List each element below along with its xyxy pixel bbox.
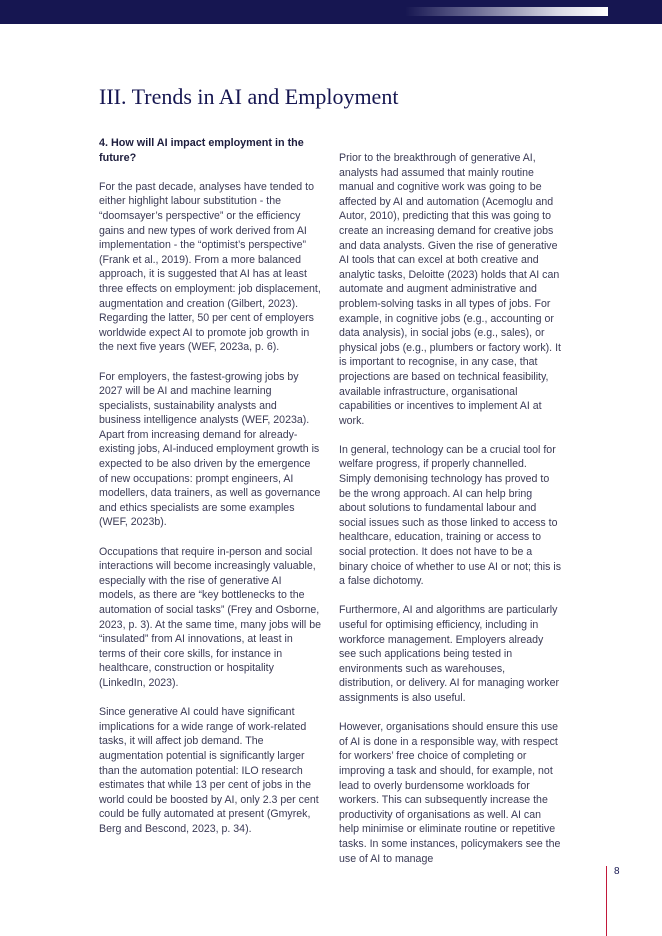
- page-number: 8: [614, 866, 620, 877]
- section-subheading: 4. How will AI impact employment in the future?: [99, 137, 304, 164]
- paragraph: For the past decade, analyses have tended to either highlight labour substitution - the “doomsayer’s perspective” or the efficiency gains and new types of work derived from AI implementation - the “optimist’s perspective” (Frank et al., 2019). From a more balanced approach, it is suggested that AI has at least three effects on employment: job displacement, augmentation and creation (Gilbert, 2023). Regarding the latter, 50 per cent of employers worldwide expect AI to promote job growth in the next five years (WEF, 2023a, p. 6).: [99, 180, 321, 354]
- left-column: [99, 136, 321, 851]
- footer-divider: [606, 866, 607, 936]
- paragraph: Since generative AI could have significant implications for a wide range of work-related tasks, it will affect job demand. The augmentation potential is significantly larger than the automation potential: ILO research estimates that while 13 per cent of jobs in the world could be boosted by AI, only 2.3 per cent could be fully automated at present (Gmyrek, Berg and Bescond, 2023, p. 34).: [99, 706, 319, 835]
- page-title: III. Trends in AI and Employment: [99, 84, 399, 109]
- right-column: [339, 151, 561, 881]
- header-gradient-strip: [405, 7, 608, 16]
- header-band: [0, 0, 662, 24]
- paragraph: However, organisations should ensure this use of AI is done in a responsible way, with respect for workers’ free choice of completing or improving a task and should, for example, not lead to overly burdensome workloads for workers. This can subsequently increase the productivity of organisations as well. AI can help minimise or eliminate routine or repetitive tasks. In some instances, policymakers see the use of AI to manage: [339, 721, 561, 865]
- paragraph: Prior to the breakthrough of generative AI, analysts had assumed that mainly routine manual and cognitive work was going to be affected by AI and automation (Acemoglu and Autor, 2010), predicting that this was going to create an increasing demand for creative jobs and data analysts. Given the rise of generative AI tools that can excel at both creative and analytic tasks, Deloitte (2023) holds that AI can automate and augment administrative and problem-solving tasks in all types of jobs. For example, in cognitive jobs (e.g., accounting or data analysis), in social jobs (e.g., sales), or physical jobs (e.g., plumbers or factory work). It is important to recognise, in any case, that projections are based on technical feasibility, available infrastructure, organisational capabilities or incentives to implement AI at work.: [339, 152, 561, 427]
- paragraph: In general, technology can be a crucial tool for welfare progress, if properly channelled. Simply demonising technology has proved to be the wrong approach. AI can help bring about solutions to fundamental labour and social issues such as those linked to access to healthcare, education, training or access to social protection. It does not have to be a binary choice of whether to use AI or not; this is a false dichotomy.: [339, 443, 561, 588]
- paragraph: For employers, the fastest-growing jobs by 2027 will be AI and machine learning specialists, sustainability analysts and business intelligence analysts (WEF, 2023a). Apart from increasing demand for already-existing jobs, AI-induced employment growth is expected to be also driven by the emergence of new occupations: prompt engineers, AI modellers, data trainers, as well as governance and ethics specialists are some examples (WEF, 2023b).: [99, 370, 321, 529]
- paragraph: Furthermore, AI and algorithms are particularly useful for optimising efficiency, including in workforce management. Employers already see such applications being tested in environments such as warehouses, distribution, or delivery. AI for managing worker assignments is also useful.: [339, 604, 560, 704]
- paragraph: Occupations that require in-person and social interactions will become increasingly valuable, especially with the rise of generative AI models, as there are “key bottlenecks to the automation of social tasks” (Frey and Osborne, 2023, p. 3). At the same time, many jobs will be “insulated” from AI innovations, at least in terms of their core skills, for instance in healthcare, construction or hospitality (LinkedIn, 2023).: [99, 545, 321, 689]
